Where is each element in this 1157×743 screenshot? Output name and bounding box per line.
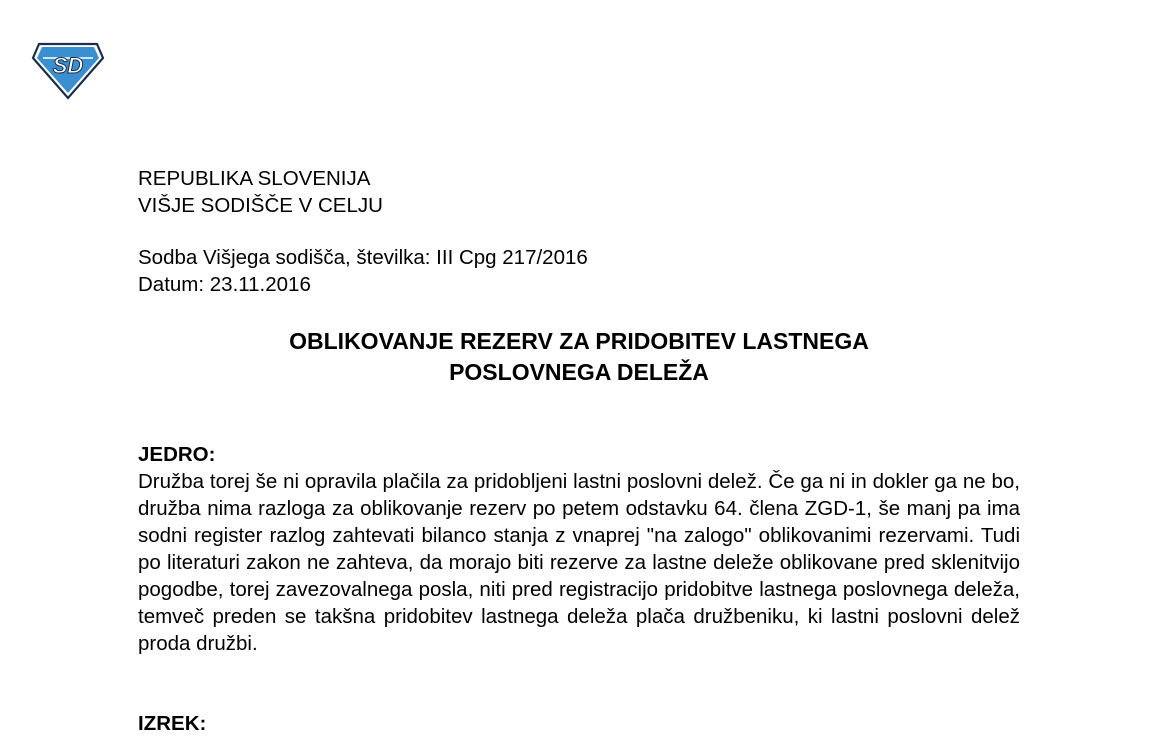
- court-header: [138, 165, 1020, 219]
- title-line-2: POSLOVNEGA DELEŽA: [449, 359, 709, 385]
- case-reference: [138, 244, 1020, 298]
- izrek-section: [138, 710, 1020, 737]
- title-line-1: OBLIKOVANJE REZERV ZA PRIDOBITEV LASTNEGA: [289, 328, 869, 354]
- court-logo-icon: [31, 40, 105, 100]
- izrek-heading: IZREK:: [138, 712, 207, 735]
- country-name: REPUBLIKA SLOVENIJA: [138, 167, 371, 190]
- logo-text: SD: [52, 53, 84, 78]
- document-title: [138, 326, 1020, 388]
- jedro-section: [138, 441, 1020, 657]
- jedro-heading: JEDRO:: [138, 443, 216, 466]
- case-number: Sodba Višjega sodišča, številka: III Cpg 217/2016: [138, 246, 588, 269]
- decision-date: Datum: 23.11.2016: [138, 273, 311, 296]
- court-name: VIŠJE SODIŠČE V CELJU: [138, 194, 383, 217]
- jedro-text: Družba torej še ni opravila plačila za pridobljeni lastni poslovni delež. Če ga ni in dokler ga ne bo, družba nima razloga za oblikovanje rezerv po petem odstavku 64. člena ZGD-1, še manj pa ima sodni register razlog zahtevati bilanco stanja z vnaprej "na zalogo" oblikovanimi rezervami. Tudi po literaturi zakon ne zahteva, da morajo biti rezerve za lastne deleže oblikovane pred sklenitvijo pogodbe, torej zavezovalnega posla, niti pred registracijo pridobitve lastnega poslovnega deleža, temveč preden se takšna pridobitev lastnega deleža plača družbeniku, ki lastni poslovni delež proda družbi.: [138, 470, 1020, 655]
